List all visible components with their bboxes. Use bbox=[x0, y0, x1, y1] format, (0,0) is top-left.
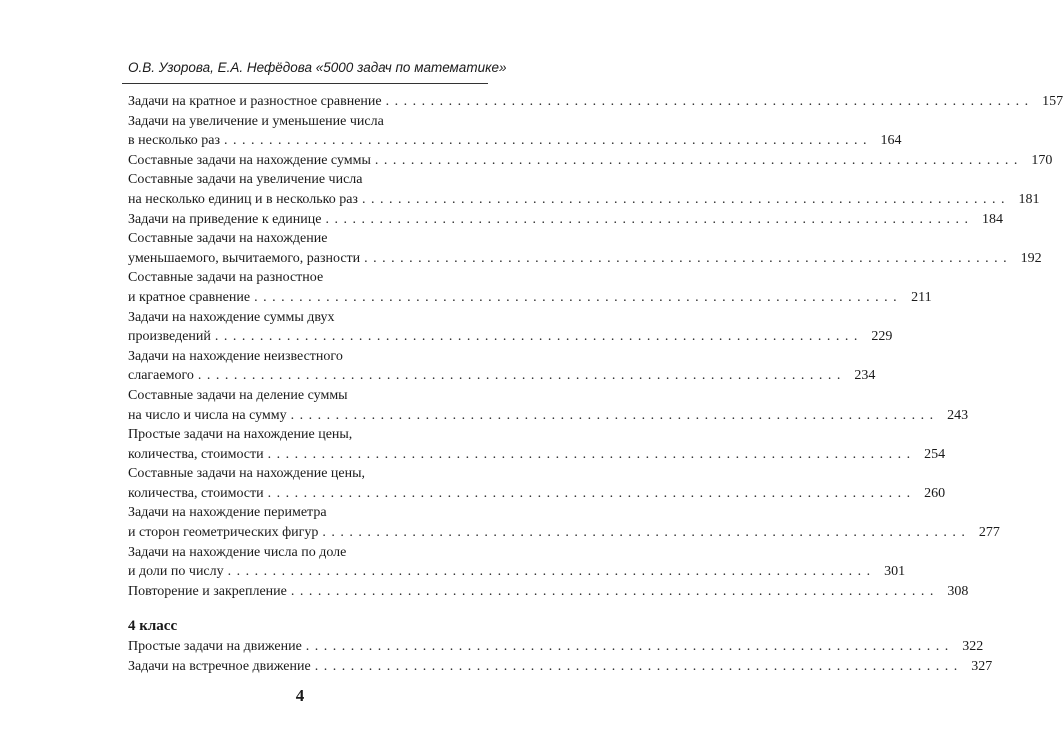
toc-entry-line bbox=[128, 210, 1003, 230]
leader-dots: . . . . . . . . . . . . . . . . . . . . . . . . . . . . . . . . . . . . . . . . . . . . . . . . . . . . . . . . . . . . . . . . . . . . . . . . bbox=[197, 368, 842, 384]
toc-entry-title: и доли по числу bbox=[128, 564, 224, 580]
toc-entry-line bbox=[128, 151, 1053, 171]
toc-entry-title: Задачи на встречное движение bbox=[128, 659, 311, 675]
toc-entry-line bbox=[128, 406, 969, 426]
table-of-contents bbox=[128, 92, 1063, 677]
toc-entry bbox=[128, 637, 984, 657]
toc-entry-line bbox=[128, 268, 484, 288]
toc-entry-line bbox=[128, 327, 893, 347]
toc-entry-line bbox=[128, 131, 902, 151]
leader-dots: . . . . . . . . . . . . . . . . . . . . . . . . . . . . . . . . . . . . . . . . . . . . . . . . . . . . . . . . . . . . . . . . . . . . . . . . bbox=[227, 564, 872, 580]
toc-entry-line bbox=[128, 249, 1042, 269]
leader-dots: . . . . . . . . . . . . . . . . . . . . . . . . . . . . . . . . . . . . . . . . . . . . . . . . . . . . . . . . . . . . . . . . . . . . . . . . bbox=[305, 639, 950, 655]
toc-entry-line bbox=[128, 229, 484, 249]
toc-page-number: 229 bbox=[871, 329, 893, 345]
toc-entry-title: Задачи на приведение к единице bbox=[128, 211, 322, 227]
toc-entry-line bbox=[128, 92, 1063, 112]
toc-entry bbox=[128, 464, 946, 503]
toc-entry-line bbox=[128, 464, 484, 484]
toc-entry-title: Задачи на кратное и разностное сравнение bbox=[128, 94, 382, 109]
header-rule bbox=[122, 83, 488, 84]
toc-page-number: 327 bbox=[971, 659, 993, 675]
toc-entry bbox=[128, 503, 1000, 542]
toc-entries bbox=[128, 92, 1063, 601]
toc-entry-line bbox=[128, 425, 484, 445]
toc-page-number: 211 bbox=[911, 289, 932, 305]
toc-entry-line bbox=[128, 445, 946, 465]
toc-entry-line bbox=[128, 543, 484, 563]
toc-entry bbox=[128, 151, 1053, 171]
toc-entry-line bbox=[128, 657, 993, 677]
leader-dots: . . . . . . . . . . . . . . . . . . . . . . . . . . . . . . . . . . . . . . . . . . . . . . . . . . . . . . . . . . . . . . . . . . . . . . . . bbox=[290, 407, 935, 423]
toc-entry bbox=[128, 657, 993, 677]
running-header: О.В. Узорова, Е.А. Нефёдова «5000 задач по математике» bbox=[128, 60, 507, 75]
toc-entry-title: уменьшаемого, вычитаемого, разности bbox=[128, 250, 361, 266]
toc-page-number: 184 bbox=[981, 211, 1003, 227]
toc-entry-line bbox=[128, 503, 484, 523]
toc-entry bbox=[128, 582, 969, 602]
toc-entry-title: Задачи на нахождение периметра bbox=[128, 505, 327, 521]
leader-dots: . . . . . . . . . . . . . . . . . . . . . . . . . . . . . . . . . . . . . . . . . . . . . . . . . . . . . . . . . . . . . . . . . . . . . . . . bbox=[361, 191, 1006, 207]
toc-entry-line bbox=[128, 190, 1040, 210]
toc-page-number: 170 bbox=[1031, 152, 1053, 168]
toc-entry bbox=[128, 210, 1003, 230]
leader-dots: . . . . . . . . . . . . . . . . . . . . . . . . . . . . . . . . . . . . . . . . . . . . . . . . . . . . . . . . . . . . . . . . . . . . . . . . bbox=[254, 289, 898, 305]
toc-entry-title: Составные задачи на разностное bbox=[128, 270, 324, 286]
toc-page-number: 243 bbox=[947, 407, 969, 423]
toc-entry-line bbox=[128, 484, 946, 504]
leader-dots: . . . . . . . . . . . . . . . . . . . . . . . . . . . . . . . . . . . . . . . . . . . . . . . . . . . . . . . . . . . . . . . . . . . . . . . . bbox=[325, 211, 969, 227]
toc-entry-title: Составные задачи на нахождение цены, bbox=[128, 466, 366, 482]
toc-entry-line bbox=[128, 637, 984, 657]
toc-entry-title: Простые задачи на движение bbox=[128, 639, 302, 655]
toc-page-number: 181 bbox=[1018, 191, 1040, 207]
toc-page-number: 301 bbox=[884, 564, 906, 580]
toc-entry-title: слагаемого bbox=[128, 368, 194, 384]
toc-entry-line bbox=[128, 112, 484, 132]
toc-page-number: 322 bbox=[962, 639, 984, 655]
page-number: 4 bbox=[295, 686, 305, 705]
toc-page-number: 260 bbox=[924, 485, 946, 501]
toc-entry bbox=[128, 386, 969, 425]
toc-entry bbox=[128, 543, 906, 582]
toc-entry-title: на несколько единиц и в несколько раз bbox=[128, 191, 358, 207]
toc-entry-line bbox=[128, 366, 876, 386]
toc-page-number: 164 bbox=[880, 133, 902, 149]
toc-entry-title: на число и числа на сумму bbox=[128, 407, 287, 423]
toc-entry-title: Задачи на нахождение неизвестного bbox=[128, 348, 343, 364]
toc-entry-title: Повторение и закрепление bbox=[128, 583, 287, 599]
toc-entry-title: и сторон геометрических фигур bbox=[128, 525, 319, 541]
leader-dots: . . . . . . . . . . . . . . . . . . . . . . . . . . . . . . . . . . . . . . . . . . . . . . . . . . . . . . . . . . . . . . . . . . . . . . . . bbox=[267, 485, 912, 501]
leader-dots: . . . . . . . . . . . . . . . . . . . . . . . . . . . . . . . . . . . . . . . . . . . . . . . . . . . . . . . . . . . . . . . . . . . . . . . . bbox=[224, 133, 868, 149]
leader-dots: . . . . . . . . . . . . . . . . . . . . . . . . . . . . . . . . . . . . . . . . . . . . . . . . . . . . . . . . . . . . . . . . . . . . . . . . bbox=[314, 659, 959, 675]
toc-entry-line bbox=[128, 308, 484, 328]
toc-entry bbox=[128, 229, 1042, 268]
leader-dots: . . . . . . . . . . . . . . . . . . . . . . . . . . . . . . . . . . . . . . . . . . . . . . . . . . . . . . . . . . . . . . . . . . . . . . . . bbox=[290, 583, 935, 599]
leader-dots: . . . . . . . . . . . . . . . . . . . . . . . . . . . . . . . . . . . . . . . . . . . . . . . . . . . . . . . . . . . . . . . . . . . . . . . . bbox=[364, 250, 1008, 266]
toc-entry-title: Составные задачи на нахождение суммы bbox=[128, 152, 371, 168]
toc-page-number: 277 bbox=[978, 525, 1000, 541]
toc-entry-title: и кратное сравнение bbox=[128, 289, 251, 305]
toc-entry-title: Задачи на нахождение суммы двух bbox=[128, 309, 335, 325]
toc-page-number: 157 bbox=[1042, 94, 1063, 109]
toc-entry bbox=[128, 425, 946, 464]
toc-entry-title: Простые задачи на нахождение цены, bbox=[128, 427, 353, 443]
toc-entry-title: Составные задачи на увеличение числа bbox=[128, 172, 363, 188]
toc-entry-title: Задачи на нахождение числа по доле bbox=[128, 544, 347, 560]
toc-entry-line bbox=[128, 170, 484, 190]
toc-entry-title: Составные задачи на деление суммы bbox=[128, 387, 348, 403]
section-toc-entries bbox=[128, 637, 993, 676]
toc-entry-title: произведений bbox=[128, 329, 211, 345]
toc-entry bbox=[128, 308, 893, 347]
toc-entry bbox=[128, 347, 876, 386]
section-heading: 4 класс bbox=[128, 618, 178, 635]
toc-entry-title: количества, стоимости bbox=[128, 485, 264, 501]
toc-entry-title: Составные задачи на нахождение bbox=[128, 231, 328, 247]
toc-page-number: 192 bbox=[1020, 250, 1042, 266]
toc-entry-line bbox=[128, 386, 484, 406]
toc-entry bbox=[128, 268, 932, 307]
toc-page-number: 254 bbox=[924, 446, 946, 462]
toc-entry-line bbox=[128, 523, 1000, 543]
leader-dots: . . . . . . . . . . . . . . . . . . . . . . . . . . . . . . . . . . . . . . . . . . . . . . . . . . . . . . . . . . . . . . . . . . . . . . . . bbox=[267, 446, 912, 462]
toc-entry-title: в несколько раз bbox=[128, 133, 220, 149]
toc-entry-line bbox=[128, 347, 484, 367]
leader-dots: . . . . . . . . . . . . . . . . . . . . . . . . . . . . . . . . . . . . . . . . . . . . . . . . . . . . . . . . . . . . . . . . . . . . . . . . bbox=[322, 525, 966, 541]
toc-entry-title: Задачи на увеличение и уменьшение числа bbox=[128, 113, 384, 129]
toc-entry bbox=[128, 112, 902, 151]
toc-entry bbox=[128, 170, 1040, 209]
toc-entry-line bbox=[128, 582, 969, 602]
toc-entry-line bbox=[128, 562, 906, 582]
toc-entry-title: количества, стоимости bbox=[128, 446, 264, 462]
toc-page-number: 234 bbox=[854, 368, 876, 384]
toc-page-number: 308 bbox=[947, 583, 969, 599]
leader-dots: . . . . . . . . . . . . . . . . . . . . . . . . . . . . . . . . . . . . . . . . . . . . . . . . . . . . . . . . . . . . . . . . . . . . . . . . bbox=[374, 152, 1019, 168]
toc-entry-line bbox=[128, 288, 932, 308]
leader-dots: . . . . . . . . . . . . . . . . . . . . . . . . . . . . . . . . . . . . . . . . . . . . . . . . . . . . . . . . . . . . . . . . . . . . . . . . bbox=[214, 329, 859, 345]
leader-dots: . . . . . . . . . . . . . . . . . . . . . . . . . . . . . . . . . . . . . . . . . . . . . . . . . . . . . . . . . . . . . . . . . . . . . . . . bbox=[385, 94, 1030, 109]
toc-entry bbox=[128, 92, 1063, 112]
